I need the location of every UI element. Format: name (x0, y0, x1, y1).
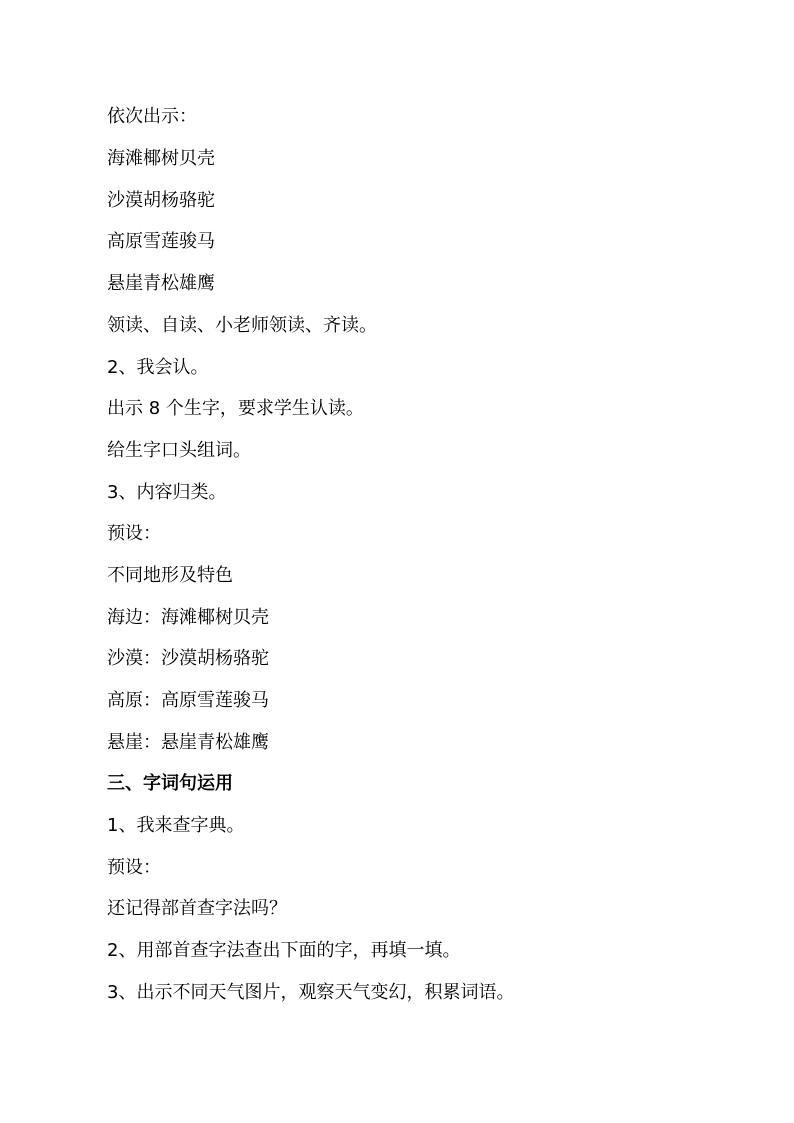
text-line: 3、出示不同天气图片，观察天气变幻，积累词语。 (107, 982, 515, 1003)
text-line: 海滩椰树贝壳 (107, 148, 215, 169)
text-line: 领读、自读、小老师领读、齐读。 (107, 315, 377, 336)
text-line: 高原：高原雪莲骏马 (107, 690, 269, 711)
text-line: 2、我会认。 (107, 357, 209, 378)
text-line: 1、我来查字典。 (107, 815, 245, 836)
text-line: 预设： (107, 857, 161, 878)
text-line: 不同地形及特色 (107, 565, 233, 586)
text-line: 依次出示： (107, 106, 197, 127)
text-line: 预设： (107, 523, 161, 544)
text-line: 还记得部首查字法吗？ (107, 898, 287, 919)
text-line: 沙漠：沙漠胡杨骆驼 (107, 648, 269, 669)
text-line: 海边：海滩椰树贝壳 (107, 607, 269, 628)
text-line: 3、内容归类。 (107, 482, 227, 503)
text-line: 给生字口头组词。 (107, 440, 251, 461)
text-line: 沙漠胡杨骆驼 (107, 190, 215, 211)
text-line: 高原雪莲骏马 (107, 231, 215, 252)
text-line: 2、用部首查字法查出下面的字，再填一填。 (107, 940, 461, 961)
text-line: 悬崖青松雄鹰 (107, 273, 215, 294)
section-heading: 三、字词句运用 (107, 773, 233, 794)
text-line: 悬崖：悬崖青松雄鹰 (107, 732, 269, 753)
text-line: 出示 8 个生字，要求学生认读。 (107, 398, 364, 419)
